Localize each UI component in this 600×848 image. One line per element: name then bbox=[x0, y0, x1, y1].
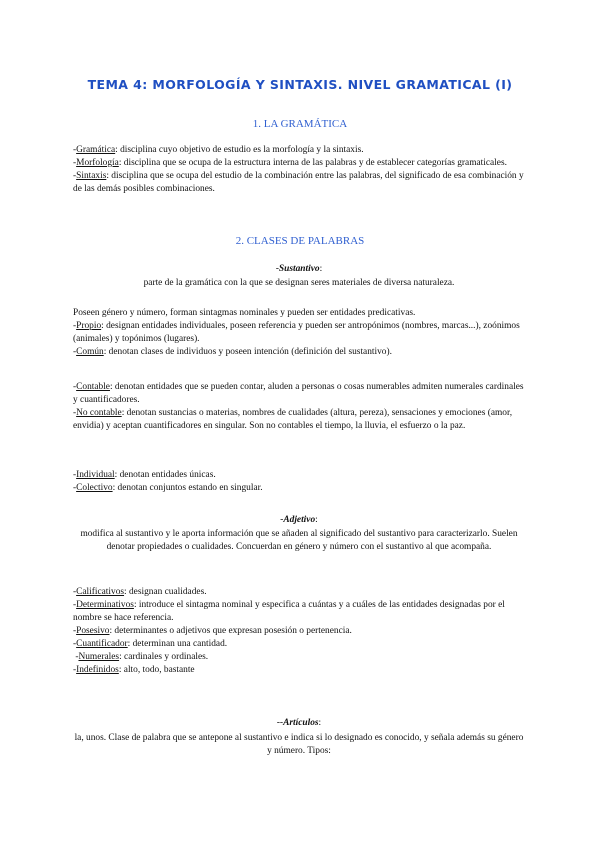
adjetivo-heading: -Adjetivo: bbox=[280, 515, 318, 525]
articulos-heading: --Artículos: bbox=[276, 718, 322, 728]
articulos-definition: la, unos. Clase de palabra que se antepone al sustantivo e indica si lo designado es conocido, y señala además su género y número. Tipos: bbox=[74, 733, 524, 756]
sustantivo-intro: Poseen género y número, forman sintagmas nominales y pueden ser entidades predicativas. bbox=[73, 308, 416, 318]
item-propio: -Propio: designan entidades individuales, poseen referencia y pueden ser antropónimos (nombres, marcas...), zoónimos (animales) y topónimos (lugares). bbox=[73, 321, 520, 344]
page-title: TEMA 4: MORFOLOGÍA Y SINTAXIS. NIVEL GRAMATICAL (I) bbox=[87, 77, 513, 92]
sustantivo-types-3 bbox=[73, 469, 525, 495]
sustantivo-definition: parte de la gramática con la que se designan seres materiales de diversa naturaleza. bbox=[143, 278, 455, 288]
sustantivo-types-2 bbox=[73, 381, 525, 433]
item-cuantificador: -Cuantificador: determinan una cantidad. bbox=[73, 639, 228, 649]
sustantivo-heading: -Sustantivo: bbox=[275, 264, 323, 274]
section-heading-clases: 2. CLASES DE PALABRAS bbox=[235, 235, 365, 247]
item-posesivo: -Posesivo: determinantes o adjetivos que expresan posesión o pertenencia. bbox=[73, 626, 352, 636]
term-sintaxis: Sintaxis bbox=[76, 171, 107, 181]
item-individual: -Individual: denotan entidades únicas. bbox=[73, 470, 216, 480]
section-heading-gramatica: 1. LA GRAMÁTICA bbox=[252, 118, 348, 130]
item-calificativos: -Calificativos: designan cualidades. bbox=[73, 587, 207, 597]
gramatica-definitions bbox=[73, 144, 525, 196]
item-comun: -Común: denotan clases de individuos y poseen intención (definición del sustantivo). bbox=[73, 347, 392, 357]
item-numerales: -Numerales: cardinales y ordinales. bbox=[73, 652, 209, 662]
item-indefinidos: -Indefinidos: alto, todo, bastante bbox=[73, 665, 195, 675]
adjetivo-types bbox=[73, 586, 525, 677]
definition-sintaxis: -Sintaxis: disciplina que se ocupa del estudio de la combinación entre las palabras, del significado de esa combinación y de las demás posibles combinaciones. bbox=[73, 171, 524, 194]
term-gramatica: Gramática bbox=[76, 145, 116, 155]
item-no-contable: -No contable: denotan sustancias o materias, nombres de cualidades (altura, pereza), sensaciones y emociones (amor, envidia) y aceptan cuantificadores en singular. Son no contables el tiempo, la lluvia, el esfuerzo o la paz. bbox=[73, 408, 513, 431]
sustantivo-types-1 bbox=[73, 307, 525, 359]
definition-gramatica: -Gramática: disciplina cuyo objetivo de estudio es la morfología y la sintaxis. bbox=[73, 145, 364, 155]
item-colectivo: -Colectivo: denotan conjuntos estando en singular. bbox=[73, 483, 263, 493]
item-contable: -Contable: denotan entidades que se pueden contar, aluden a personas o cosas numerables admiten numerales cardinales y cuantificadores. bbox=[73, 382, 524, 405]
definition-morfologia: -Morfología: disciplina que se ocupa de la estructura interna de las palabras y de establecer categorías gramaticales. bbox=[73, 158, 507, 168]
adjetivo-definition: modifica al sustantivo y le aporta información que se añaden al significado del sustantivo para caracterizarlo. Suelen denotar propiedades o cualidades. Concuerdan en género y número con el sustantivo al que acompaña. bbox=[80, 529, 518, 552]
term-morfologia: Morfología bbox=[76, 158, 119, 168]
item-determinativos: -Determinativos: introduce el sintagma nominal y especifica a cuántas y a cuáles de las entidades designadas por el nombre se hace referencia. bbox=[73, 600, 505, 623]
